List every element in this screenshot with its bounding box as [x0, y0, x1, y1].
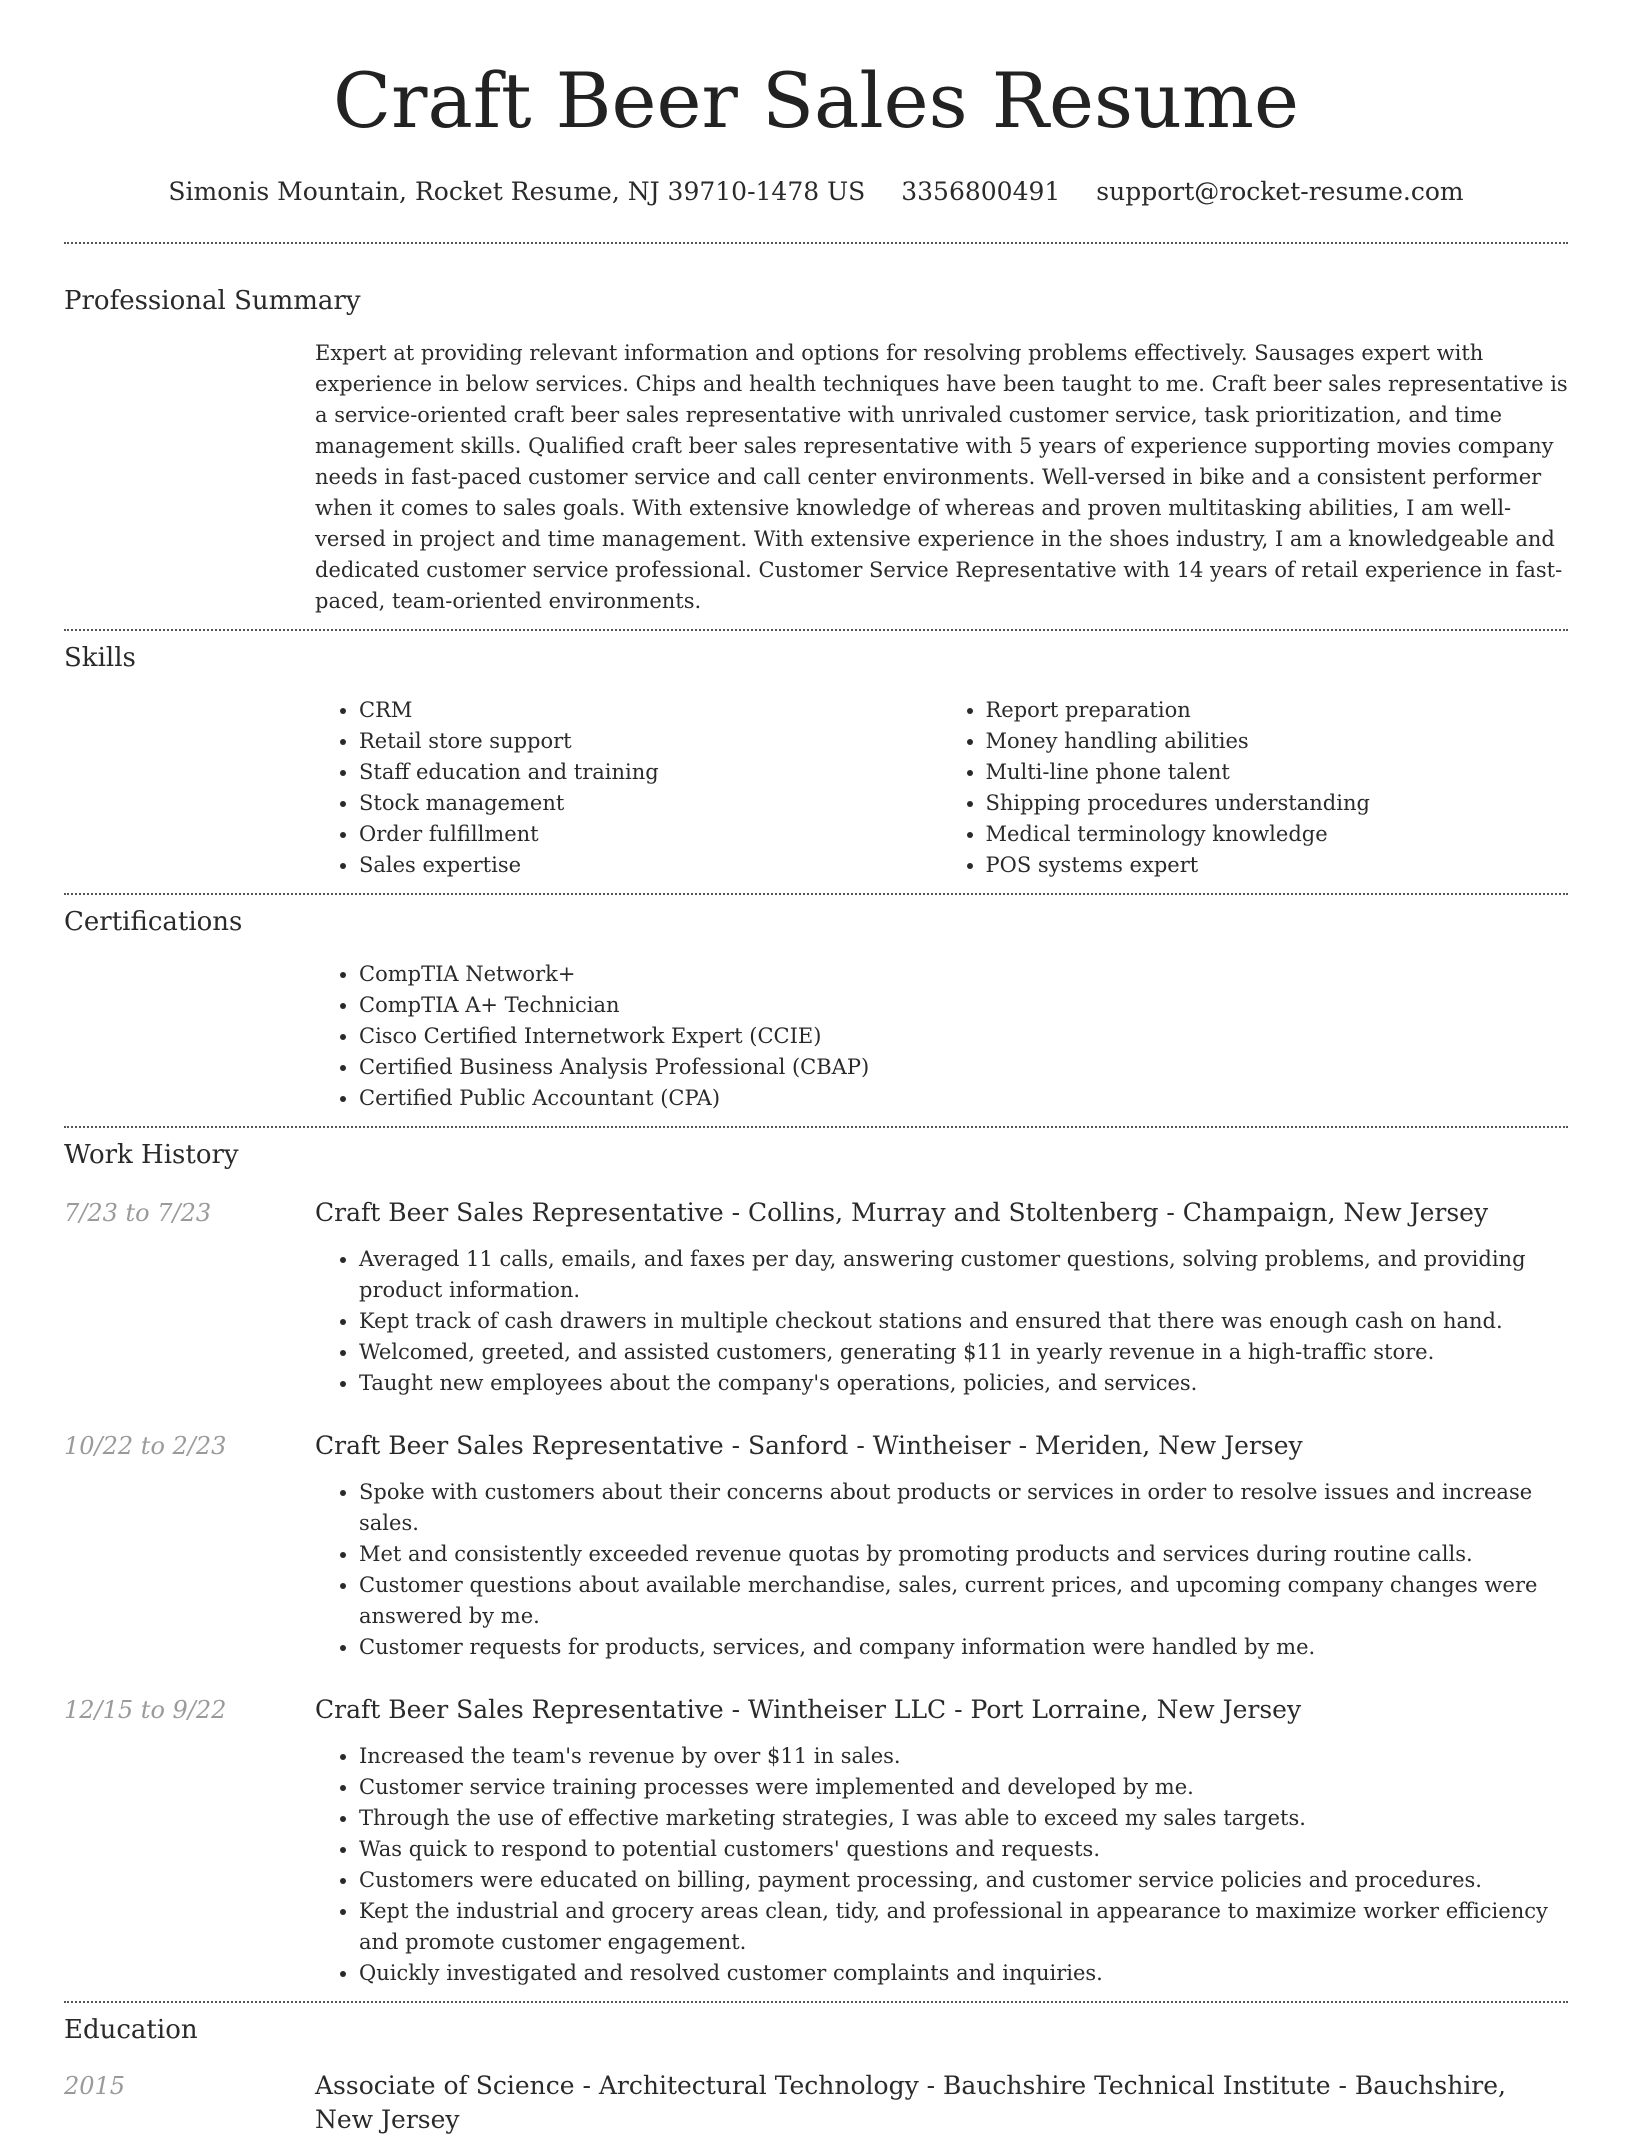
certification-item: • CompTIA Network+: [359, 959, 1568, 990]
job-entry: [64, 1429, 1568, 1663]
certification-item: • Cisco Certified Internetwork Expert (CCIE): [359, 1021, 1568, 1052]
skill-item: • Stock management: [359, 788, 942, 819]
phone: 3356800491: [901, 177, 1061, 206]
job-bullet: • Kept track of cash drawers in multiple checkout stations and ensured that there was enough cash on hand.: [359, 1306, 1568, 1337]
job-bullet: • Through the use of effective marketing strategies, I was able to exceed my sales targets.: [359, 1803, 1568, 1834]
education-entry: [64, 2069, 1568, 2137]
skill-item: • Order fulfillment: [359, 819, 942, 850]
section-title-work-history: Work History: [64, 1140, 239, 1170]
job-date: 12/15 to 9/22: [64, 1696, 227, 1724]
job-bullet: • Customer questions about available merchandise, sales, current prices, and upcoming company changes were answered by me.: [359, 1570, 1568, 1632]
skill-item: • Multi-line phone talent: [986, 757, 1569, 788]
job-bullet-list: [315, 1741, 1568, 1989]
resume-title: Craft Beer Sales Resume: [333, 56, 1299, 145]
job-title: Craft Beer Sales Representative - Wintheiser LLC - Port Lorraine, New Jersey: [315, 1695, 1302, 1724]
education-title: Associate of Science - Architectural Technology - Bauchshire Technical Institute - Bauchshire, New Jersey: [315, 2071, 1507, 2134]
job-bullet: • Welcomed, greeted, and assisted customers, generating $11 in yearly revenue in a high-traffic store.: [359, 1337, 1568, 1368]
skill-item: • POS systems expert: [986, 850, 1569, 881]
skill-item: • Shipping procedures understanding: [986, 788, 1569, 819]
job-bullet: • Spoke with customers about their concerns about products or services in order to resolve issues and increase sales.: [359, 1477, 1568, 1539]
job-bullet: • Customer requests for products, services, and company information were handled by me.: [359, 1632, 1568, 1663]
job-bullet: • Taught new employees about the company's operations, policies, and services.: [359, 1368, 1568, 1399]
certification-item: • Certified Public Accountant (CPA): [359, 1083, 1568, 1114]
skills-list-left: [315, 695, 942, 881]
section-title-certifications: Certifications: [64, 907, 243, 937]
job-bullet-list: [315, 1244, 1568, 1399]
education-section: [64, 2003, 1568, 2137]
job-date: 10/22 to 2/23: [64, 1432, 227, 1460]
skills-list-right: [942, 695, 1569, 881]
job-entry: [64, 1693, 1568, 1989]
job-bullet: • Averaged 11 calls, emails, and faxes per day, answering customer questions, solving problems, and providing product information.: [359, 1244, 1568, 1306]
skill-item: • CRM: [359, 695, 942, 726]
job-date: 7/23 to 7/23: [64, 1199, 212, 1227]
job-entry: [64, 1196, 1568, 1399]
contact-line: [64, 176, 1568, 208]
job-bullet: • Was quick to respond to potential customers' questions and requests.: [359, 1834, 1568, 1865]
email: support@rocket-resume.com: [1096, 177, 1464, 206]
education-date: 2015: [64, 2072, 126, 2100]
section-title-education: Education: [64, 2015, 198, 2045]
job-bullet: • Customers were educated on billing, payment processing, and customer service policies and procedures.: [359, 1865, 1568, 1896]
skill-item: • Medical terminology knowledge: [986, 819, 1569, 850]
certification-item: • Certified Business Analysis Professional (CBAP): [359, 1052, 1568, 1083]
work-history-section: [64, 1128, 1568, 2001]
summary-text: Expert at providing relevant information and options for resolving problems effectively. Sausages expert with experience in below services. Chips and health techniques have been taught to me. Craft beer sales representative is a service-oriented craft beer sales representative with unrivaled customer service, task prioritization, and time management skills. Qualified craft beer sales representative with 5 years of experience supporting movies company needs in fast-paced customer service and call center environments. Well-versed in bike and a consistent performer when it comes to sales goals. With extensive knowledge of whereas and proven multitasking abilities, I am well-versed in project and time management. With extensive experience in the shoes industry, I am a knowledgeable and dedicated customer service professional. Customer Service Representative with 14 years of retail experience in fast-paced, team-oriented environments.: [315, 341, 1568, 613]
job-bullet-list: [315, 1477, 1568, 1663]
skill-item: • Retail store support: [359, 726, 942, 757]
section-title-summary: Professional Summary: [64, 286, 361, 316]
job-bullet: • Customer service training processes were implemented and developed by me.: [359, 1772, 1568, 1803]
skill-item: • Report preparation: [986, 695, 1569, 726]
skills-section: [64, 631, 1568, 893]
summary-section: [64, 244, 1568, 629]
job-bullet: • Met and consistently exceeded revenue quotas by promoting products and services during routine calls.: [359, 1539, 1568, 1570]
certifications-section: [64, 895, 1568, 1126]
skill-item: • Sales expertise: [359, 850, 942, 881]
job-title: Craft Beer Sales Representative - Sanford - Wintheiser - Meriden, New Jersey: [315, 1431, 1303, 1460]
address: Simonis Mountain, Rocket Resume, NJ 39710-1478 US: [168, 177, 866, 206]
job-bullet: • Quickly investigated and resolved customer complaints and inquiries.: [359, 1958, 1568, 1989]
section-title-skills: Skills: [64, 643, 136, 673]
certifications-list: [315, 959, 1568, 1114]
job-bullet: • Kept the industrial and grocery areas clean, tidy, and professional in appearance to maximize worker efficiency and promote customer engagement.: [359, 1896, 1568, 1958]
skill-item: • Staff education and training: [359, 757, 942, 788]
certification-item: • CompTIA A+ Technician: [359, 990, 1568, 1021]
skill-item: • Money handling abilities: [986, 726, 1569, 757]
job-bullet: • Increased the team's revenue by over $11 in sales.: [359, 1741, 1568, 1772]
job-title: Craft Beer Sales Representative - Collins, Murray and Stoltenberg - Champaign, New Jersey: [315, 1198, 1489, 1227]
